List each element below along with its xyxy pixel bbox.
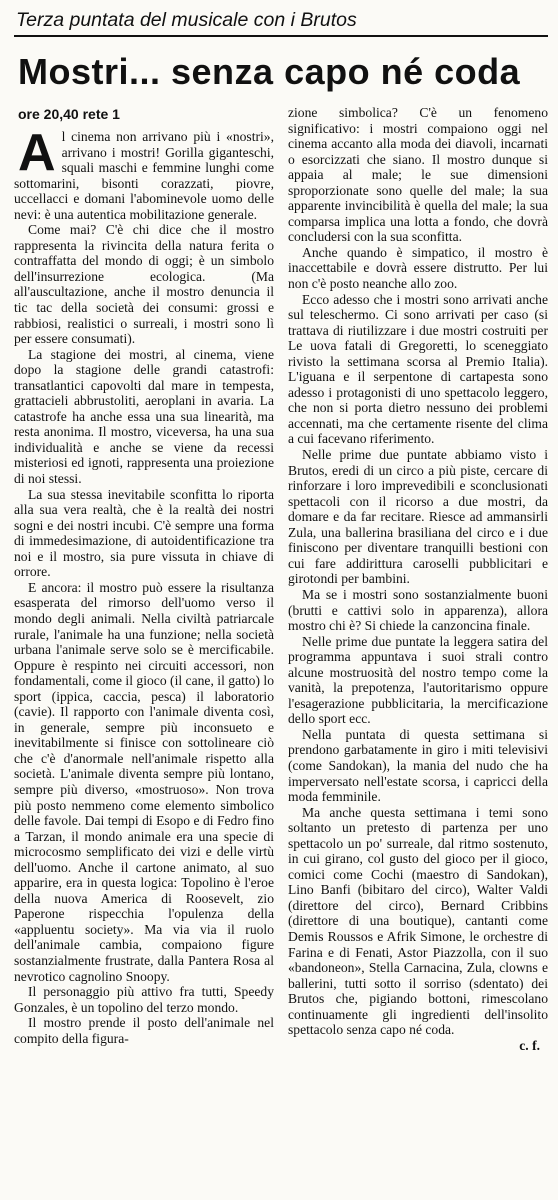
paragraph-7: Il mostro prende il posto dell'animale nel compito della figura- — [14, 1015, 274, 1046]
paragraph-5: E ancora: il mostro può essere la risultanza esasperata del rimorso dell'uomo verso il mondo degli animali. Nella civiltà patriarcale rurale, l'animale ha una funzione; nella società urbana l'animale serve solo se è mercificabile. Oppure è respinto nei circuiti accessori, non fondamentali, come il gioco (il cane, il gatto) lo sport (ippica, caccia, pesca) il laboratorio (cavie). Il rapporto con l'animale diventa così, in generale, sempre più inconsueto e inevitabilmente si finisce con sottolineare ciò che c'è d'anormale nell'animale rispetto alla società. L'animale diventa sempre più lontano, sempre più diverso, «mostruoso». Non trova più posto nemmeno come elemento simbolico delle favole. Dai tempi di Esopo e di Fedro fino a Tarzan, il mondo animale era una specie di microcosmo semplificato dei vizi e delle virtù dell'uomo. Anche il cartone animato, al suo apparire, era in questa logica: Topolino è l'eroe della nuova America di Roosevelt, zio Paperone rispecchia l'opulenza della «appluentu society». Ma via via il ruolo dell'animale cambia, compaiono figure sostanzialmente frustrate, dalla Pantera Rosa al nevrotico cagnolino Snoopy. — [14, 579, 274, 984]
paragraph-14: Nella puntata di questa settimana si prendono garbatamente in giro i miti televisivi (come Sandokan), la mania del nudo che ha imperversato nell'estate scorsa, i capricci della moda femminile. — [288, 726, 548, 805]
paragraph-1 — [14, 124, 274, 222]
column-left — [14, 105, 274, 1053]
paragraph-1-text: l cinema non arrivano più i «nostri», arrivano i mostri! Gorilla giganteschi, squali maschi e femmine lunghi come sottomarini, bisonti corazzati, piovre, uccellacci e domani l'abominevole uomo delle nevi: è una autentica mobilitazione generale. — [14, 129, 274, 222]
paragraph-4: La sua stessa inevitabile sconfitta lo riporta alla sua vera realtà, che è la realtà dei nostri sogni e dei nostri incubi. C'è sempre una forma di immedesimazione, di autoidentificazione tra noi e il mostro, sia pure vissuta in chiave di orrore. — [14, 486, 274, 580]
paragraph-9: Anche quando è simpatico, il mostro è inaccettabile e dovrà essere distrutto. Per lui non c'è posto neanche allo zoo. — [288, 244, 548, 292]
paragraph-8: zione simbolica? C'è un fenomeno significativo: i mostri compaiono oggi nel cinema accanto alla moda dei diavoli, incarnati o esorcizzati che siano. Il mostro dunque si appaia al male; le sue dimensioni sproporzionate sono quelle del male; la sua apparente invincibilità è quella del male; la sua comparsa implica una lotta a fondo, che dovrà concludersi con la sua sconfitta. — [288, 105, 548, 245]
paragraph-3: La stagione dei mostri, al cinema, viene dopo la stagione delle grandi catastrofi: transatlantici capovolti dal mare in tempesta, grattacieli abbrustoliti, aeroplani in avaria. La catastrofe ha anche essa una sua linearità, ma resta anonima. Il mostro, viceversa, ha una sua individualità e anche se viene da recessi misteriosi ed ignoti, rappresenta una proiezione di noi stessi. — [14, 346, 274, 487]
author-signature: c. f. — [519, 1037, 540, 1053]
paragraph-12: Ma se i mostri sono sostanzialmente buoni (brutti e cattivi solo in apparenza), allora mostro chi è? Si chiede la canzoncina finale. — [288, 586, 548, 634]
column-right — [288, 105, 548, 1053]
article-columns — [14, 105, 548, 1053]
section-kicker: Terza puntata del musicale con i Brutos — [14, 8, 548, 37]
paragraph-13: Nelle prime due puntate la leggera satira del programma appuntava i suoi strali contro alcune mostruosità del nostro tempo come la vanità, la prepotenza, l'autoritarismo oppure l'esagerazione pubblicitaria, la mercificazione dello sport ecc. — [288, 633, 548, 727]
paragraph-2: Come mai? C'è chi dice che il mostro rappresenta la rivincita della natura ferita o contraffatta del mondo di oggi; è un simbolo dell'insurrezione ecologica. (Ma all'auscultazione, anche il mostro denuncia il tic tac della società dei consumi: grossi e rabbiosi, realistici o surreali, i mostri sono lì per essere consumati). — [14, 222, 274, 347]
drop-cap: A — [18, 124, 56, 182]
paragraph-15: Ma anche questa settimana i temi sono soltanto un pretesto di partenza per uno spettacolo un po' surreale, dal ritmo sostenuto, in cui girano, col gusto del gioco per il gioco, comici come Cochi (maestro di Sandokan), Lino Banfi (bibitaro del circo), Walter Valdi (direttore del circo), Bernard Cribbins (direttore di una boutique), cantanti come Demis Roussos e Afrik Simone, le orchestre di Farina e di Fenati, Astor Piazzolla, con il suo «bandoneon», Stella Carnacina, Zula, clowns e ballerini, tutti sotto il sorriso (sdentato) dei Brutos che, pigiando bottoni, rimescolano continuamente gli ingredienti dell'insolito spettacolo senza capo né coda. — [288, 804, 548, 1038]
paragraph-10: Ecco adesso che i mostri sono arrivati anche sul teleschermo. Ci sono arrivati per caso (si trattava di riutilizzare i due mostri costruiti per Le uova fatali di Gregoretti, lo sceneggiato rivisto la settimana scorsa al Premio Italia). L'iguana e il serpentone di cartapesta sono adesso i protagonisti di uno spettacolo leggero, che non si porta dietro nessuno dei problemi accennati, ma che certamente risente del clima a cui facevano riferimento. — [288, 291, 548, 447]
headline: Mostri... senza capo né coda — [18, 51, 521, 92]
broadcast-schedule: ore 20,40 rete 1 — [18, 106, 120, 122]
paragraph-11: Nelle prime due puntate abbiamo visto i Brutos, eredi di un circo a più piste, cercare di rinforzare i loro imprevedibili e sconclusionati spettacoli con il ricorso a due mostri, da domare e da far recitare. Riesce ad ammansirli Zula, una ballerina brasiliana del circo e i due finiscono per diventare tranquilli bestioni con cui fare addirittura caroselli pubblicitari e girotondi per bambini. — [288, 447, 548, 587]
paragraph-6: Il personaggio più attivo fra tutti, Speedy Gonzales, è un topolino del terzo mondo. — [14, 984, 274, 1015]
